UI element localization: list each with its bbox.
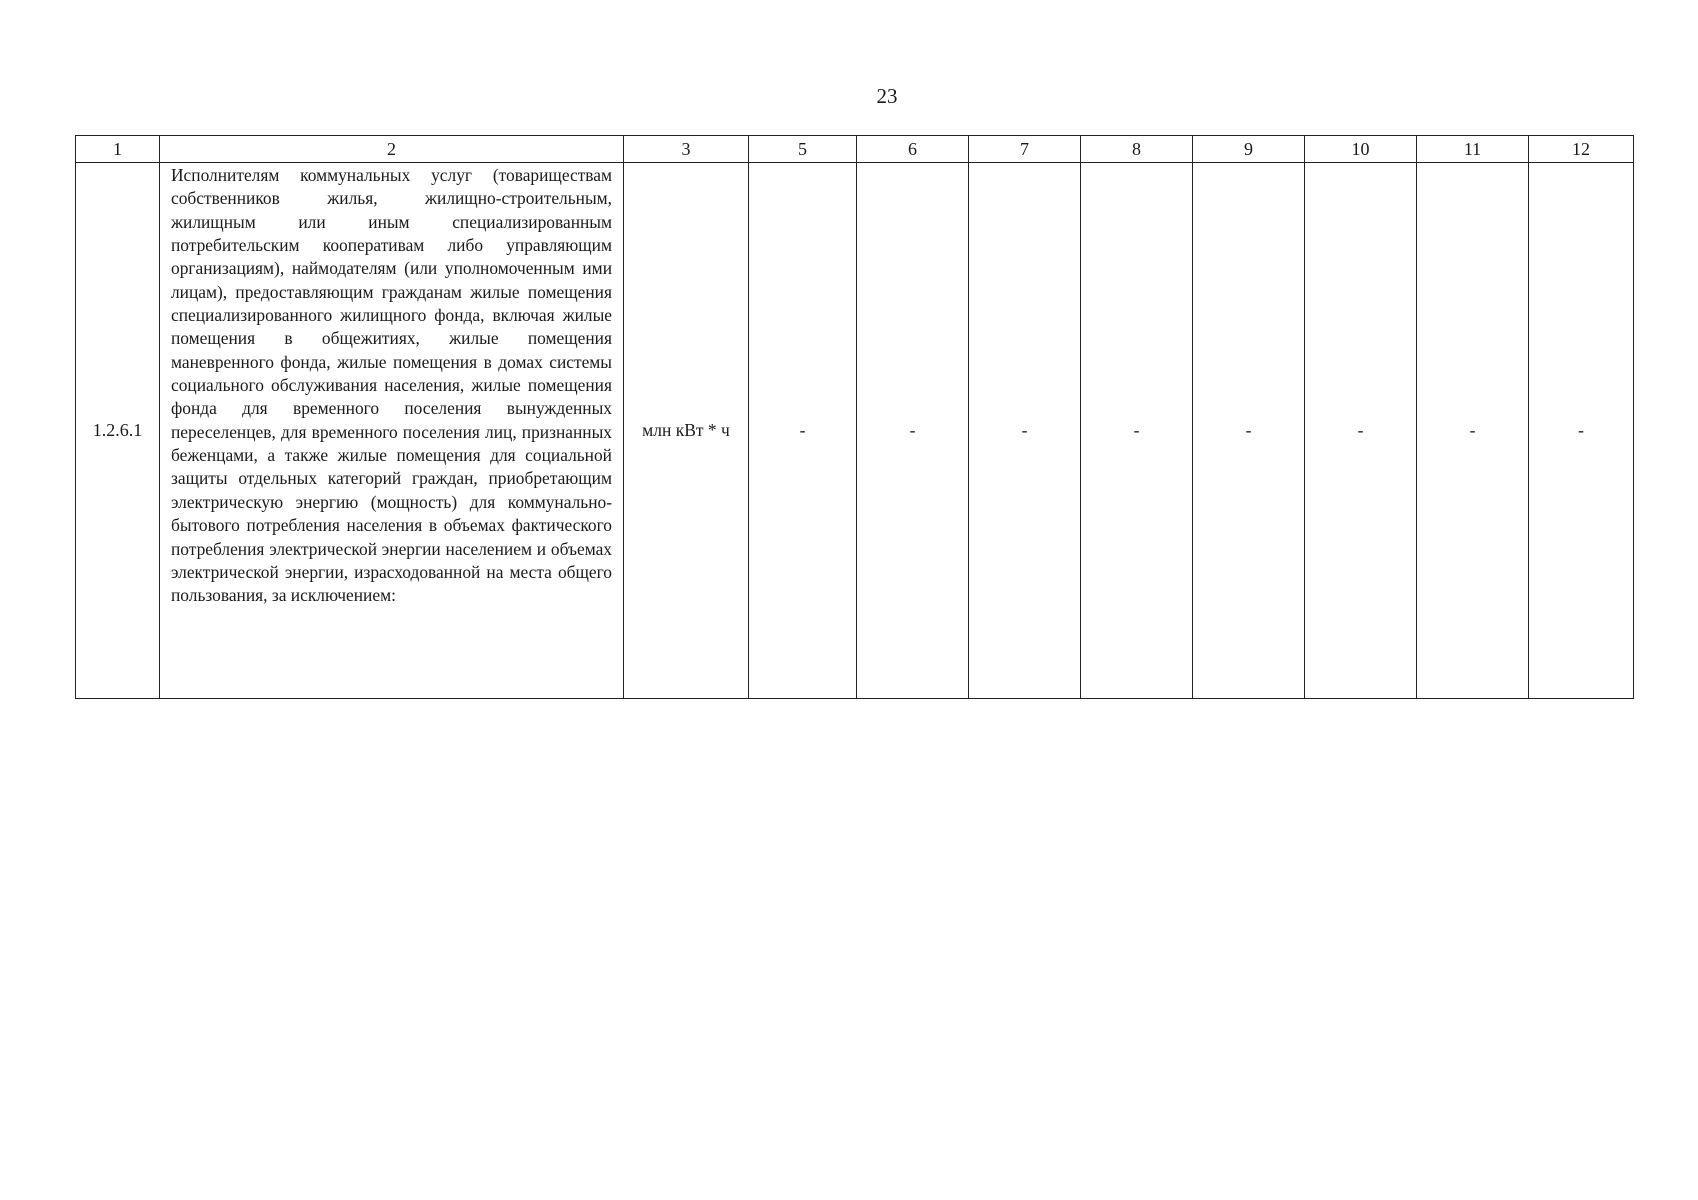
column-header: 12 (1529, 136, 1634, 163)
column-header: 1 (76, 136, 160, 163)
value-cell: - (1081, 163, 1193, 699)
value-cell: - (1193, 163, 1305, 699)
column-header: 9 (1193, 136, 1305, 163)
value-cell: - (857, 163, 969, 699)
data-table (75, 135, 1634, 699)
value-cell: - (1529, 163, 1634, 699)
column-header: 5 (749, 136, 857, 163)
row-code: 1.2.6.1 (76, 163, 160, 699)
page-number: 23 (876, 84, 898, 108)
value-cell: - (1417, 163, 1529, 699)
column-header: 3 (624, 136, 749, 163)
row-unit: млн кВт * ч (624, 163, 749, 699)
value-cell: - (749, 163, 857, 699)
table-row (76, 163, 1634, 699)
header-row (76, 136, 1634, 163)
value-cell: - (1305, 163, 1417, 699)
column-header: 7 (969, 136, 1081, 163)
column-header: 6 (857, 136, 969, 163)
column-header: 11 (1417, 136, 1529, 163)
value-cell: - (969, 163, 1081, 699)
column-header: 8 (1081, 136, 1193, 163)
column-header: 10 (1305, 136, 1417, 163)
column-header: 2 (160, 136, 624, 163)
table-header (76, 136, 1634, 163)
row-description: Исполнителям коммунальных услуг (товариществам собственников жилья, жилищно-строительным, жилищным или иным специализированным потребительским кооперативам либо управляющим организациям), наймодателям (или уполномоченным ими лицам), предоставляющим гражданам жилые помещения специализированного жилищного фонда, включая жилые помещения в общежитиях, жилые помещения маневренного фонда, жилые помещения в домах системы социального обслуживания населения, жилые помещения фонда для временного поселения вынужденных переселенцев, для временного поселения лиц, признанных беженцами, а также жилые помещения для социальной защиты отдельных категорий граждан, приобретающим электрическую энергию (мощность) для коммунально-бытового потребления населения в объемах фактического потребления электрической энергии населением и объемах электрической энергии, израсходованной на места общего пользования, за исключением: (160, 163, 624, 699)
